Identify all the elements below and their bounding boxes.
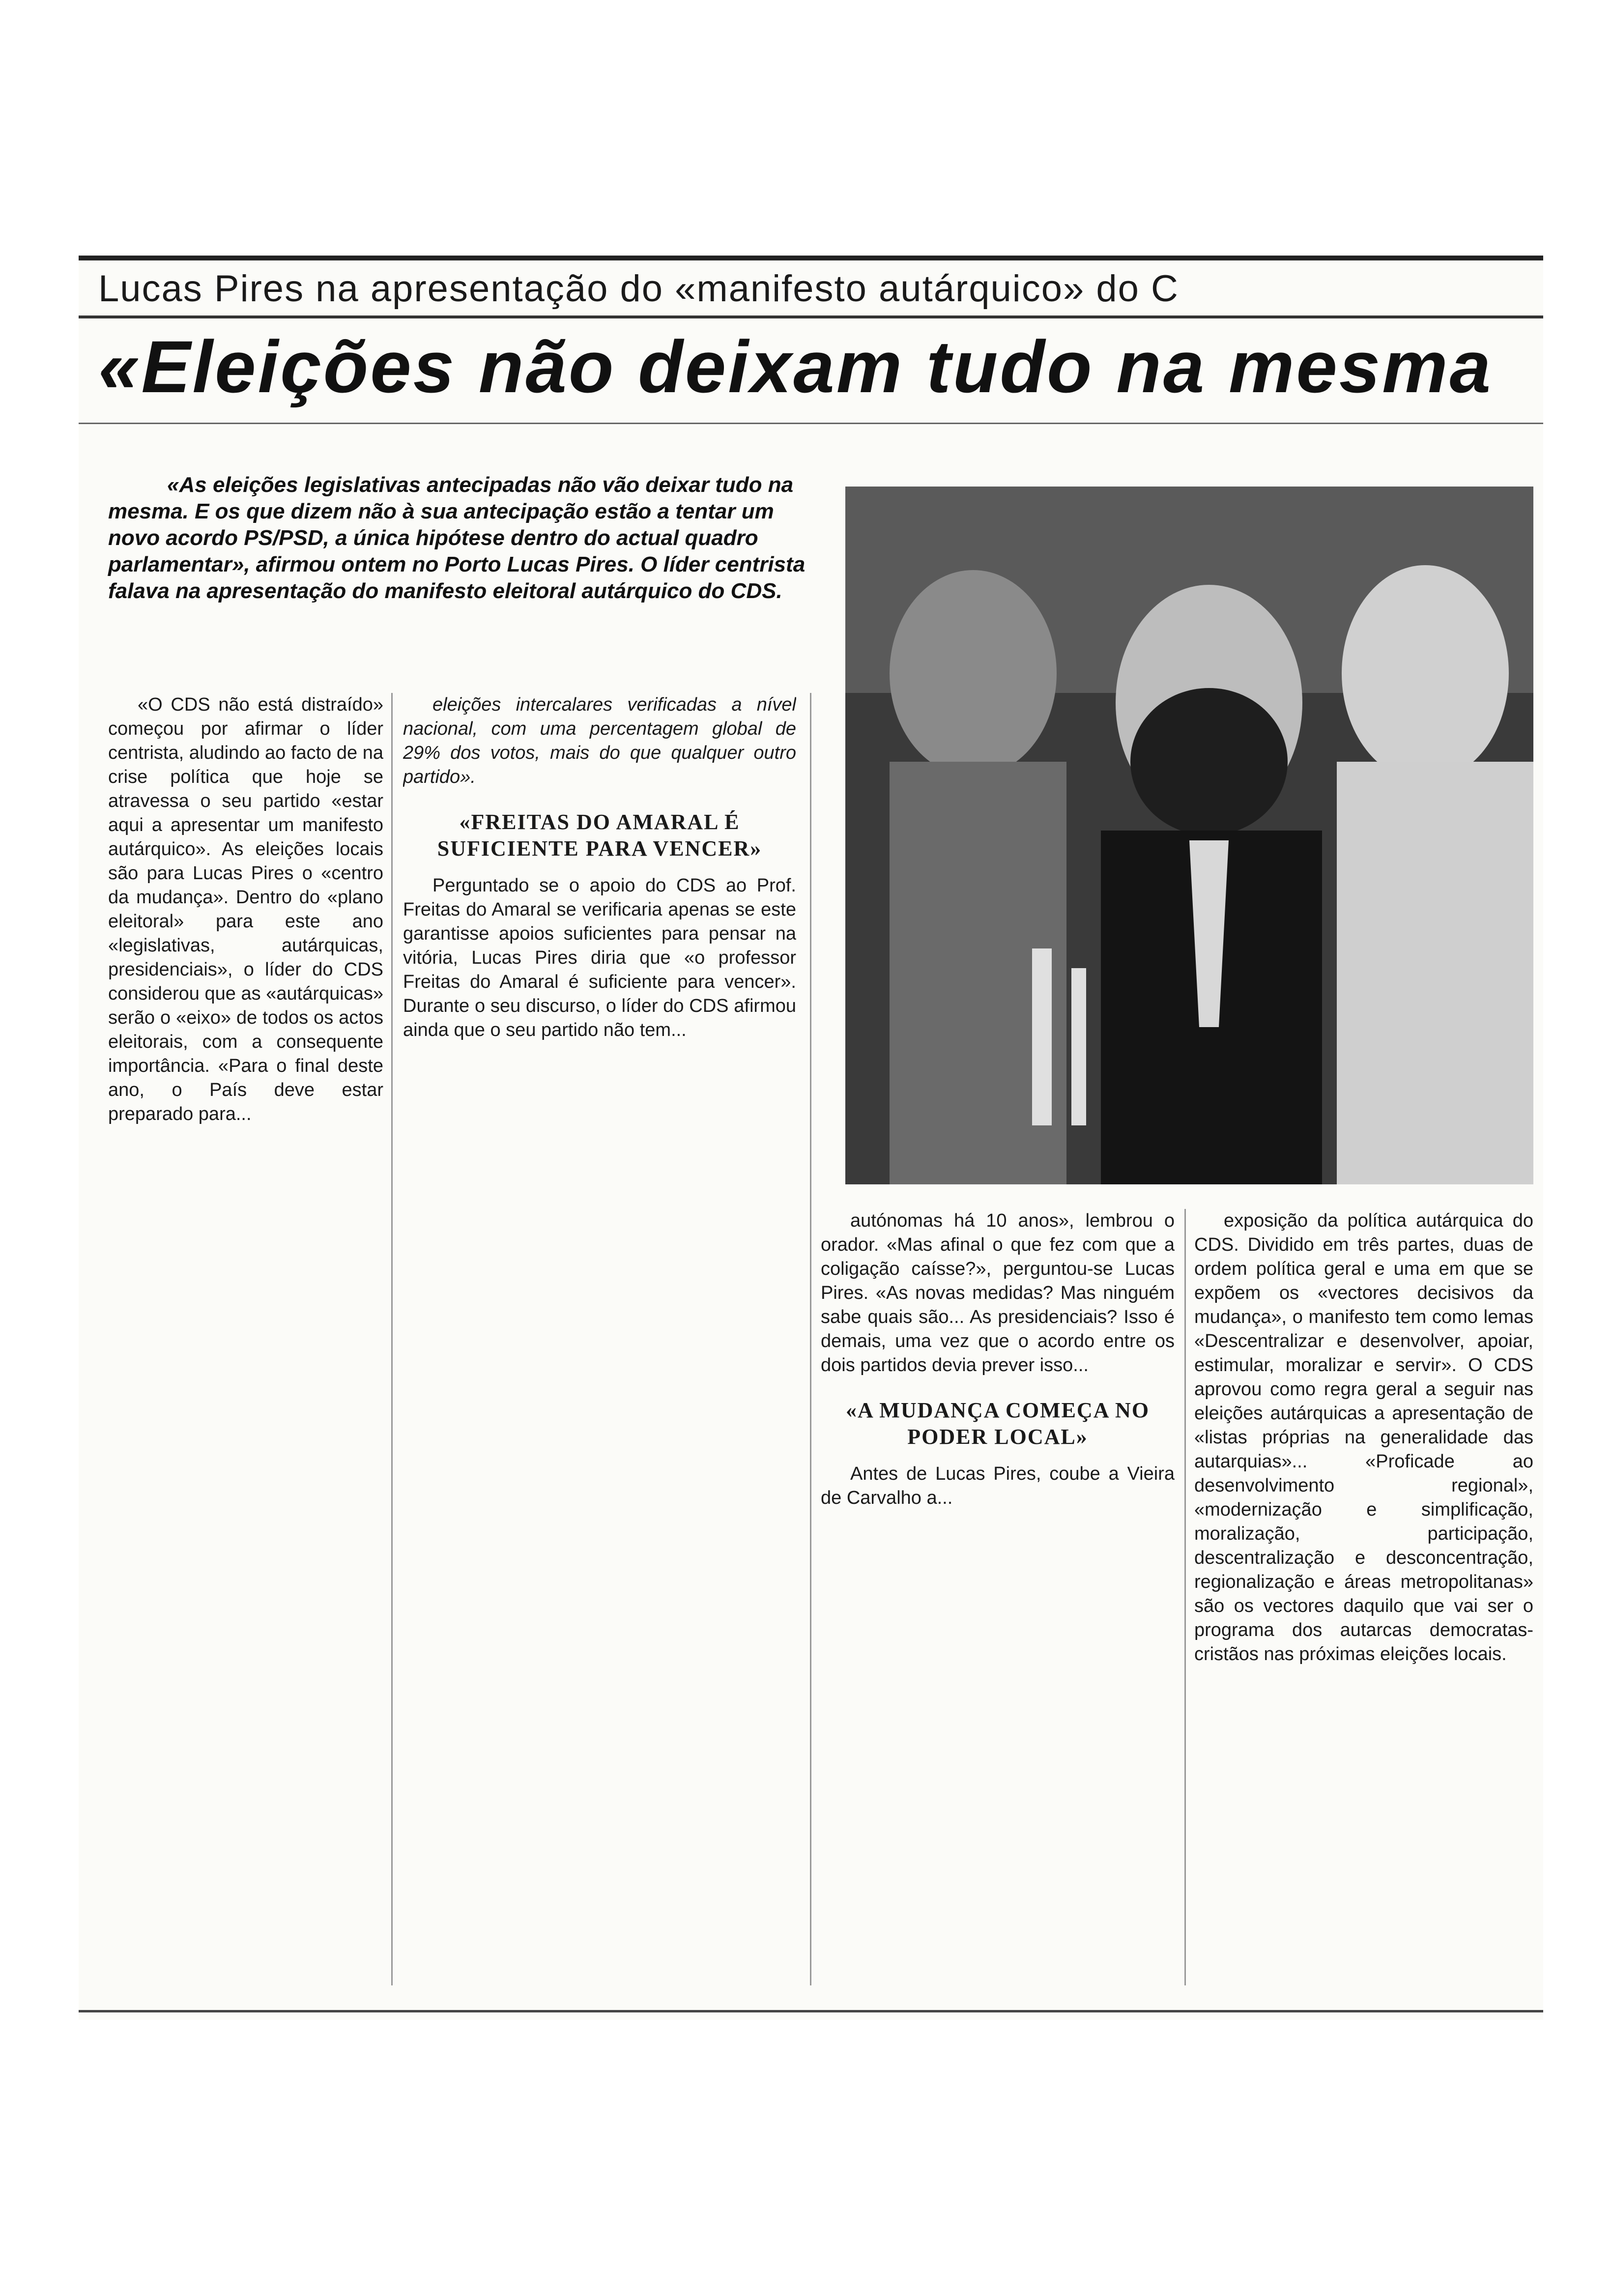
subheading-mudanca: «A MUDANÇA COMEÇA NO PODER LOCAL» (845, 1398, 1150, 1449)
column-2-text: eleições intercalares verificadas a nível nacional, com uma percentagem global de 29% dos votos, mais do que qualquer outro partido». (403, 694, 796, 787)
column-1-text: «O CDS não está distraído» começou por afirmar o líder centrista, aludindo ao facto de na crise política que hoje se atravessa o seu partido «estar aqui a apresentar um manifesto autárquico». As eleições locais são para Lucas Pires o «centro da mudança». Dentro do «plano eleitoral» para este ano «legislativas, autárquicas, presidenciais», o líder do CDS considerou que as «autárquicas» serão o «eixo» de todos os actos eleitorais, com a consequente importância. «Para o final deste ano, o País deve estar preparado para... (108, 694, 383, 1124)
kicker-rule (79, 316, 1543, 318)
column-2-text-b: Perguntado se o apoio do CDS ao Prof. Freitas do Amaral se verificaria apenas se este garantisse apoios suficientes para pensar na vitória, Lucas Pires diria que «o professor Freitas do Amaral é suficiente para vencer». Durante o seu discurso, o líder do CDS afirmou ainda que o seu partido não tem... (403, 875, 796, 1040)
article-headline: «Eleições não deixam tudo na mesma (98, 325, 1493, 408)
column-3-text: autónomas há 10 anos», lembrou o orador. «Mas afinal o que fez com que a coligação caísse?», perguntou-se Lucas Pires. «As novas medidas? Mas ninguém sabe quais são... As presidenciais? Isso é demais, uma vez que o acordo entre os dois partidos devia prever isso... (821, 1210, 1175, 1376)
column-divider (391, 693, 393, 1985)
column-divider (810, 693, 811, 1985)
article-kicker: Lucas Pires na apresentação do «manifesto autárquico» do C (98, 268, 1179, 310)
column-3-text-b: Antes de Lucas Pires, coube a Vieira de Carvalho a... (821, 1464, 1175, 1508)
column-4-text: exposição da política autárquica do CDS. Dividido em três partes, duas de ordem política geral e uma em que se expõem os «vectores decisivos da mudança», o manifesto tem como lemas «Descentralizar e desenvolver, apoiar, estimular, moralizar e servir». O CDS aprovou como regra geral a seguir nas eleições autárquicas a apresentação de «listas próprias na generalidade das autarquias»... «Proficade ao desenvolvimento regional», «modernização e simplificação, moralização, participação, descentralização e desconcentração, regionalização e áreas metropolitanas» são os vectores daquilo que vai ser o programa dos autarcas democratas-cristãos nas próximas eleições locais. (1194, 1210, 1533, 1665)
bottom-rule (79, 2010, 1543, 2012)
column-divider (1184, 1209, 1186, 1985)
article-column-3 (821, 1209, 1175, 1985)
press-photo (845, 487, 1533, 1184)
headline-rule (79, 423, 1543, 424)
newspaper-clipping (79, 256, 1543, 2020)
article-column-4 (1194, 1209, 1533, 1985)
article-column-1 (108, 693, 383, 1985)
article-column-2 (403, 693, 796, 1985)
photo-illustration (845, 487, 1533, 1184)
subheading-freitas: «FREITAS DO AMARAL É SUFICIENTE PARA VENCER» (437, 810, 762, 861)
article-lead: «As eleições legislativas antecipadas não vão deixar tudo na mesma. E os que dizem não à sua antecipação estão a tentar um novo acordo PS/PSD, a única hipótese dentro do actual quadro parlamentar», afirmou ontem no Porto Lucas Pires. O líder centrista falava na apresentação do manifesto eleitoral autárquico do CDS. (108, 473, 806, 603)
